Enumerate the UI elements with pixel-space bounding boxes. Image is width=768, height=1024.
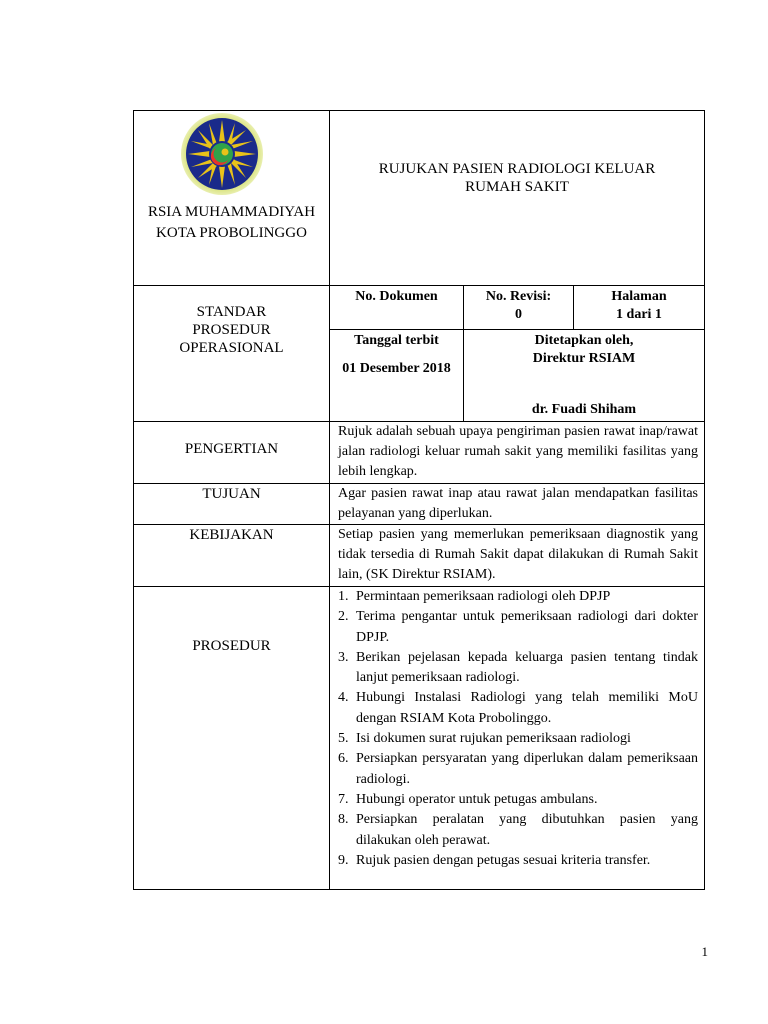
- revision-value: 0: [515, 307, 522, 322]
- approved-name: dr. Fuadi Shiham: [531, 402, 637, 417]
- page-number: 1: [701, 944, 708, 959]
- step-number: 7.: [338, 791, 349, 807]
- prosedur-label: PROSEDUR: [192, 638, 271, 654]
- sop-label: [134, 303, 329, 357]
- step-number: 3.: [338, 649, 349, 665]
- prosedur-step: [338, 648, 698, 689]
- step-text: Hubungi operator untuk petugas ambulans.: [356, 791, 598, 807]
- sop-label-line-3: OPERASIONAL: [179, 340, 284, 356]
- step-number: 6.: [338, 751, 349, 767]
- revision-label: No. Revisi:: [485, 289, 552, 304]
- hospital-logo: [180, 112, 264, 196]
- step-text: Permintaan pemeriksaan radiologi oleh DPJP: [356, 589, 611, 604]
- doc-number-label: No. Dokumen: [355, 289, 438, 304]
- step-number: 8.: [338, 812, 349, 828]
- step-text: Persiapkan peralatan yang dibutuhkan pasien yang dilakukan oleh perawat.: [356, 812, 698, 848]
- prosedur-step: [338, 729, 698, 749]
- issue-date-cell: [330, 332, 463, 378]
- prosedur-step: [338, 851, 698, 871]
- kebijakan-text: Setiap pasien yang memerlukan pemeriksaan diagnostik yang tidak tersedia di Rumah Sakit dapat dilakukan di Rumah Sakit lain, (SK Direktur RSIAM).: [338, 527, 698, 582]
- step-text: Berikan pejelasan kepada keluarga pasien tentang tindak lanjut pemeriksaan radiologi.: [356, 649, 698, 686]
- prosedur-step: [338, 587, 698, 607]
- pengertian-label: PENGERTIAN: [184, 441, 279, 457]
- muhammadiyah-sun-emblem-icon: [180, 112, 264, 196]
- sop-label-line-1: STANDAR: [196, 304, 267, 320]
- sop-label-line-2: PROSEDUR: [192, 322, 271, 338]
- approved-by-label: Ditetapkan oleh,: [534, 333, 634, 348]
- hospital-name-line-2: KOTA PROBOLINGGO: [156, 225, 307, 241]
- approval-cell: [464, 332, 704, 419]
- document-title-line-2: RUMAH SAKIT: [465, 179, 569, 195]
- document-title: [330, 160, 704, 196]
- step-number: 4.: [338, 690, 349, 706]
- step-number: 2.: [338, 609, 349, 625]
- document-title-line-1: RUJUKAN PASIEN RADIOLOGI KELUAR: [378, 161, 656, 177]
- kebijakan-label: KEBIJAKAN: [189, 527, 274, 543]
- prosedur-list: [338, 587, 698, 871]
- revision-cell: [464, 288, 573, 324]
- tujuan-label: TUJUAN: [202, 486, 261, 502]
- prosedur-step: [338, 607, 698, 648]
- step-text: Hubungi Instalasi Radiologi yang telah memiliki MoU dengan RSIAM Kota Probolinggo.: [356, 690, 698, 726]
- step-number: 5.: [338, 731, 349, 747]
- prosedur-step: [338, 790, 698, 810]
- prosedur-step: [338, 810, 698, 851]
- step-text: Terima pengantar untuk pemeriksaan radiologi dari dokter DPJP.: [356, 609, 698, 645]
- approved-role: Direktur RSIAM: [532, 351, 636, 366]
- prosedur-step: [338, 688, 698, 729]
- step-text: Rujuk pasien dengan petugas sesuai kriteria transfer.: [356, 852, 651, 868]
- issue-date-label: Tanggal terbit: [354, 333, 439, 348]
- pengertian-text: Rujuk adalah sebuah upaya pengiriman pasien rawat inap/rawat jalan radiologi keluar rumah sakit yang memiliki fasilitas yang lebih lengkap.: [338, 424, 698, 479]
- issue-date-value: 01 Desember 2018: [342, 361, 451, 376]
- step-text: Persiapkan persyaratan yang diperlukan dalam pemeriksaan radiologi.: [356, 751, 698, 787]
- step-number: 1.: [338, 589, 349, 604]
- page-cell: [574, 288, 704, 324]
- page-label: Halaman: [611, 289, 667, 304]
- hospital-name-line-1: RSIA MUHAMMADIYAH: [147, 204, 316, 220]
- tujuan-text: Agar pasien rawat inap atau rawat jalan mendapatkan fasilitas pelayanan yang diperlukan.: [338, 486, 698, 521]
- hospital-name: [134, 202, 329, 244]
- page-value: 1 dari 1: [616, 307, 662, 322]
- prosedur-step: [338, 749, 698, 790]
- step-number: 9.: [338, 852, 349, 868]
- step-text: Isi dokumen surat rujukan pemeriksaan radiologi: [356, 731, 631, 747]
